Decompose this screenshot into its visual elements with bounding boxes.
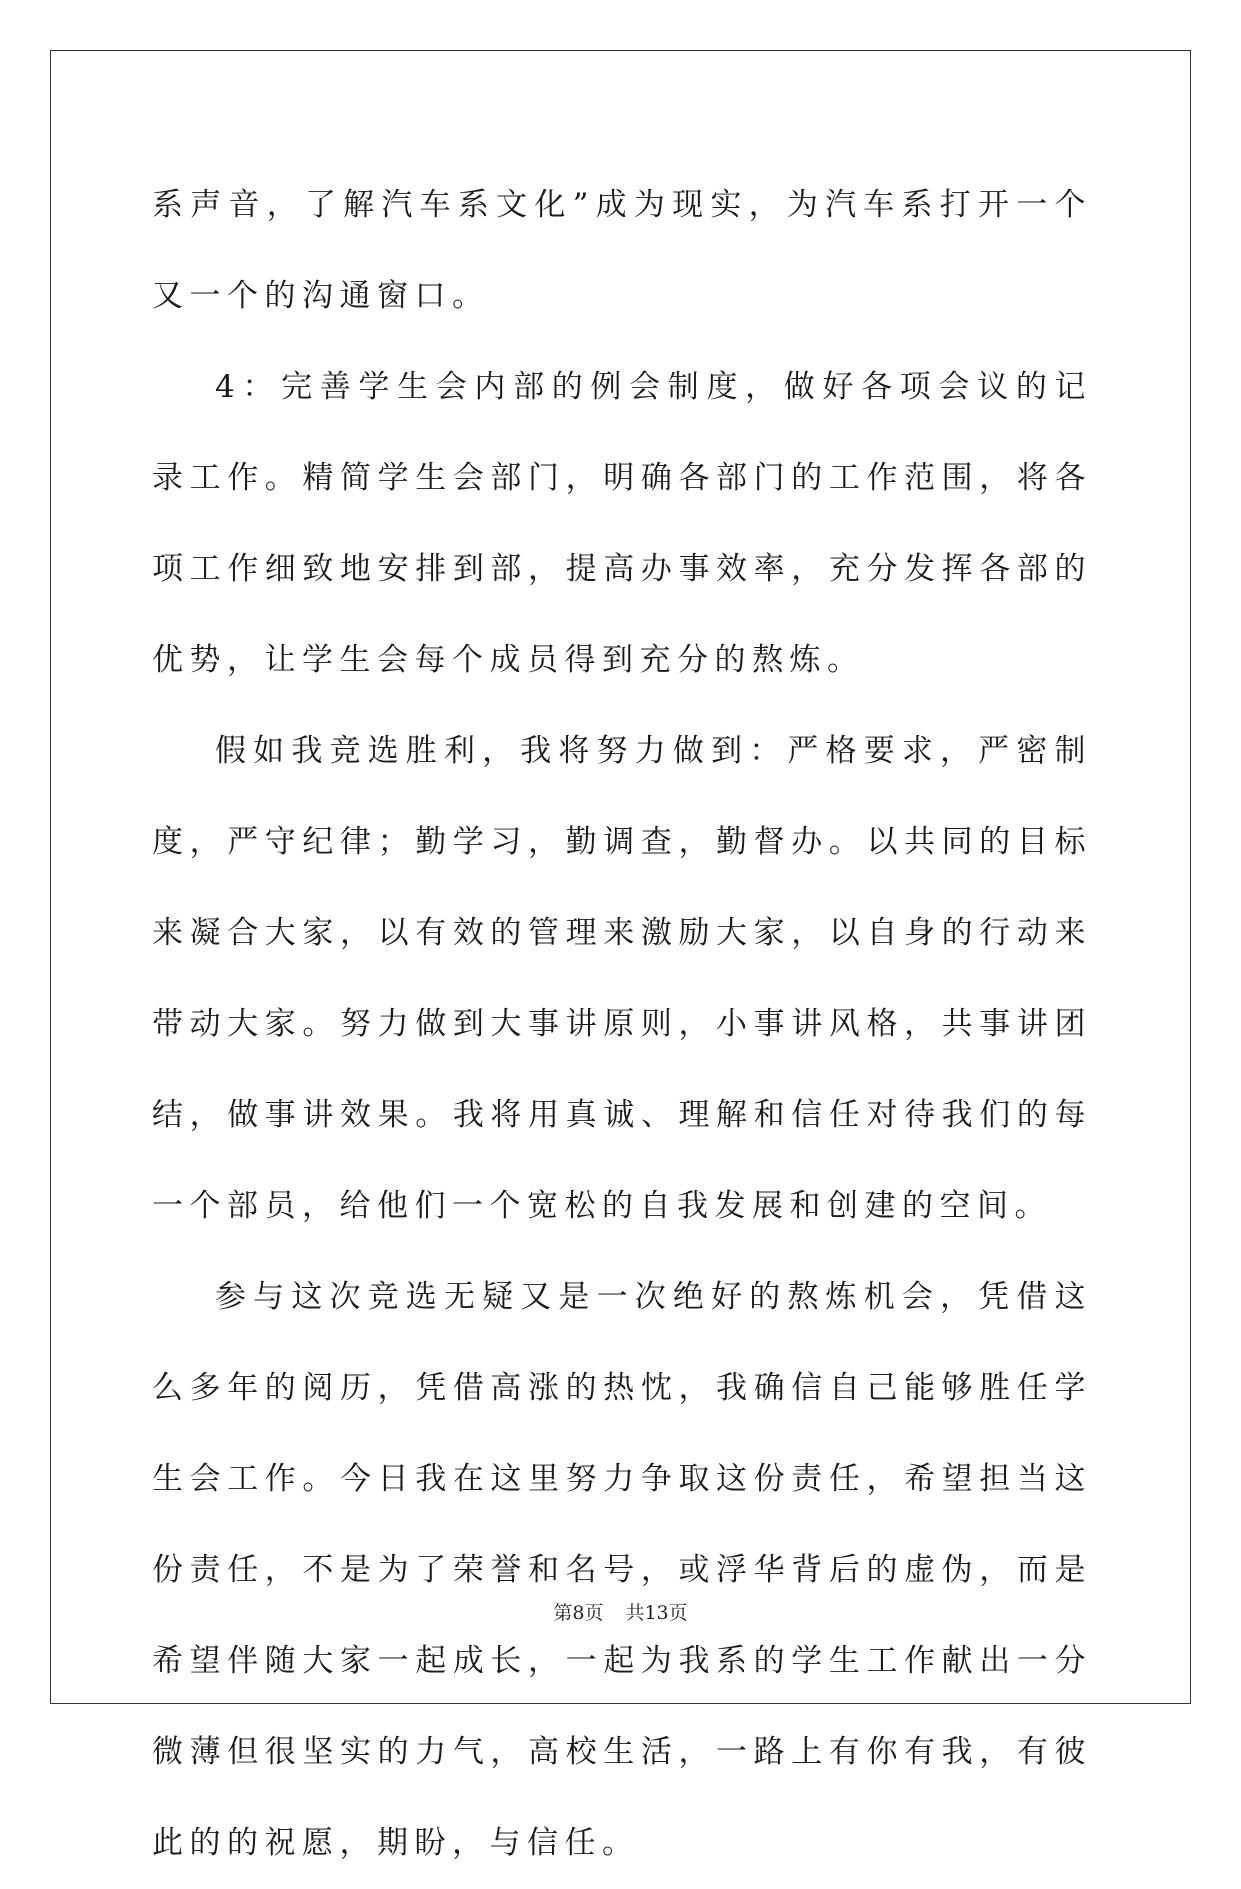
- paragraph: 参与这次竞选无疑又是一次绝好的熬炼机会，凭借这么多年的阅历，凭借高涨的热忱，我确信自己能够胜任学生会工作。今日我在这里努力争取这份责任，希望担当这份责任，不是为了荣誉和名号，或浮华背后的虚伪，而是希望伴随大家一起成长，一起为我系的学生工作献出一分微薄但很坚实的力气，高校生活，一路上有你有我，有彼此的的祝愿，期盼，与信任。: [152, 1279, 1092, 1861]
- paragraph: 系声音，了解汽车系文化”成为现实，为汽车系打开一个又一个的沟通窗口。: [152, 187, 1092, 314]
- page-number: 第8页: [553, 1602, 604, 1624]
- page-footer: [0, 1598, 1241, 1625]
- document-body: [152, 160, 1092, 1889]
- page-total: 共13页: [625, 1602, 688, 1624]
- paragraph: 假如我竞选胜利，我将努力做到：严格要求，严密制度，严守纪律；勤学习，勤调查，勤督办。以共同的目标来凝合大家，以有效的管理来激励大家，以自身的行动来带动大家。努力做到大事讲原则，小事讲风格，共事讲团结，做事讲效果。我将用真诚、理解和信任对待我们的每一个部员，给他们一个宽松的自我发展和创建的空间。: [152, 733, 1092, 1224]
- paragraph: 4：完善学生会内部的例会制度，做好各项会议的记录工作。精简学生会部门，明确各部门的工作范围，将各项工作细致地安排到部，提高办事效率，充分发挥各部的优势，让学生会每个成员得到充分的熬炼。: [152, 369, 1092, 678]
